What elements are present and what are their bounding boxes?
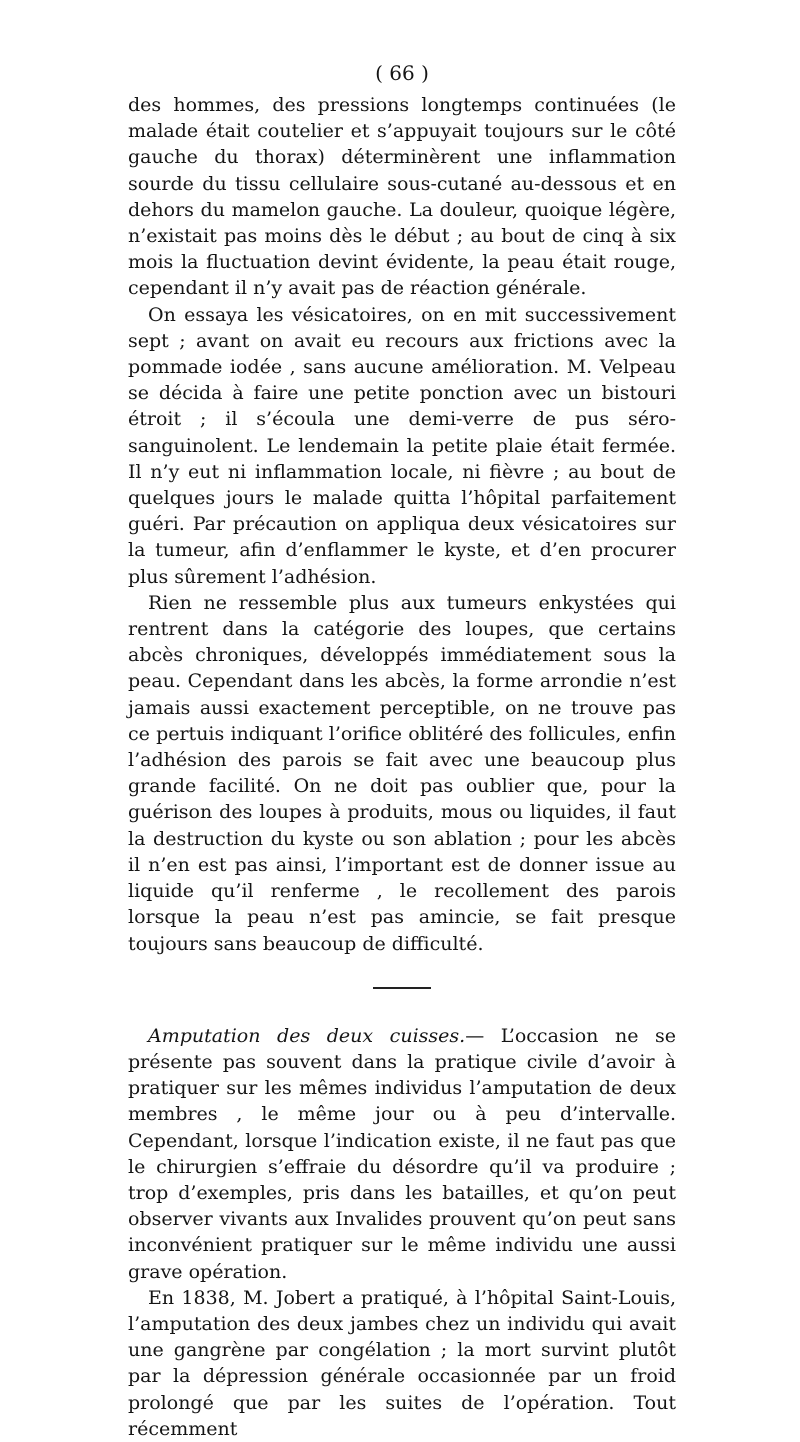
section-lead-text: — L’occasion ne se présente pas souvent dans la pratique civile d’avoir à pratiquer sur les mêmes individus l’amputation de deux membres , le même jour ou à peu d’intervalle. Cependant, lorsque l’indication existe, il ne faut pas que le chirurgien s’effraie du désordre qu’il va produire ; trop d’exemples, pris dans les batailles, et qu’on peut observer vivants aux Invalides prouvent qu’on peut sans inconvénient pratiquer sur le même individu une aussi grave opération. [128,1024,676,1283]
book-page [128,58,676,1442]
paragraph-case-continuation: des hommes, des pressions longtemps continuées (le malade était coutelier et s’appuyait toujours sur le côté gauche du thorax) déterminèrent une inflammation sourde du tissu cellulaire sous-cutané au-dessous et en dehors du mamelon gauche. La douleur, quoique légère, n’existait pas moins dès le début ; au bout de cinq à six mois la fluctuation devint évidente, la peau était rouge, cependant il n’y avait pas de réaction générale. [128,94,676,300]
section-divider [373,987,431,989]
paragraph-vesicatoires: On essaya les vésicatoires, on en mit successivement sept ; avant on avait eu recours aux frictions avec la pommade iodée , sans aucune amélioration. M. Velpeau se décida à faire une petite ponction avec un bistouri étroit ; il s’écoula une demi-verre de pus séro-sanguinolent. Le lendemain la petite plaie était fermée. Il n’y eut ni inflammation locale, ni fièvre ; au bout de quelques jours le malade quitta l’hôpital parfaitement guéri. Par précaution on appliqua deux vésicatoires sur la tumeur, afin d’enflammer le kyste, et d’en procurer plus sûrement l’adhésion. [128,303,676,588]
paragraph-jobert: En 1838, M. Jobert a pratiqué, à l’hôpital Saint-Louis, l’amputation des deux jambes chez un individu qui avait une gangrène par congélation ; la mort survint plutôt par la dépression générale occasionnée par un froid prolongé que par les suites de l’opération. Tout récemment [128,1286,676,1440]
paragraph-loupes-abces: Rien ne ressemble plus aux tumeurs enkystées qui rentrent dans la catégorie des loupes, que certains abcès chroniques, développés immédiatement sous la peau. Cependant dans les abcès, la forme arrondie n’est jamais aussi exactement perceptible, on ne trouve pas ce pertuis indiquant l’orifice oblitéré des follicules, enfin l’adhésion des parois se fait avec une beaucoup plus grande facilité. On ne doit pas oublier que, pour la guérison des loupes à produits, mous ou liquides, il faut la destruction du kyste ou son ablation ; pour les abcès il n’en est pas ainsi, l’important est de donner issue au liquide qu’il renferme , le recollement des parois lorsque la peau n’est pas amincie, se fait presque toujours sans beaucoup de difficulté. [128,591,676,955]
section-title: Amputation des deux cuisses. [148,1024,466,1047]
page-number: ( 66 ) [375,61,429,85]
section-amputation [128,1023,676,1285]
